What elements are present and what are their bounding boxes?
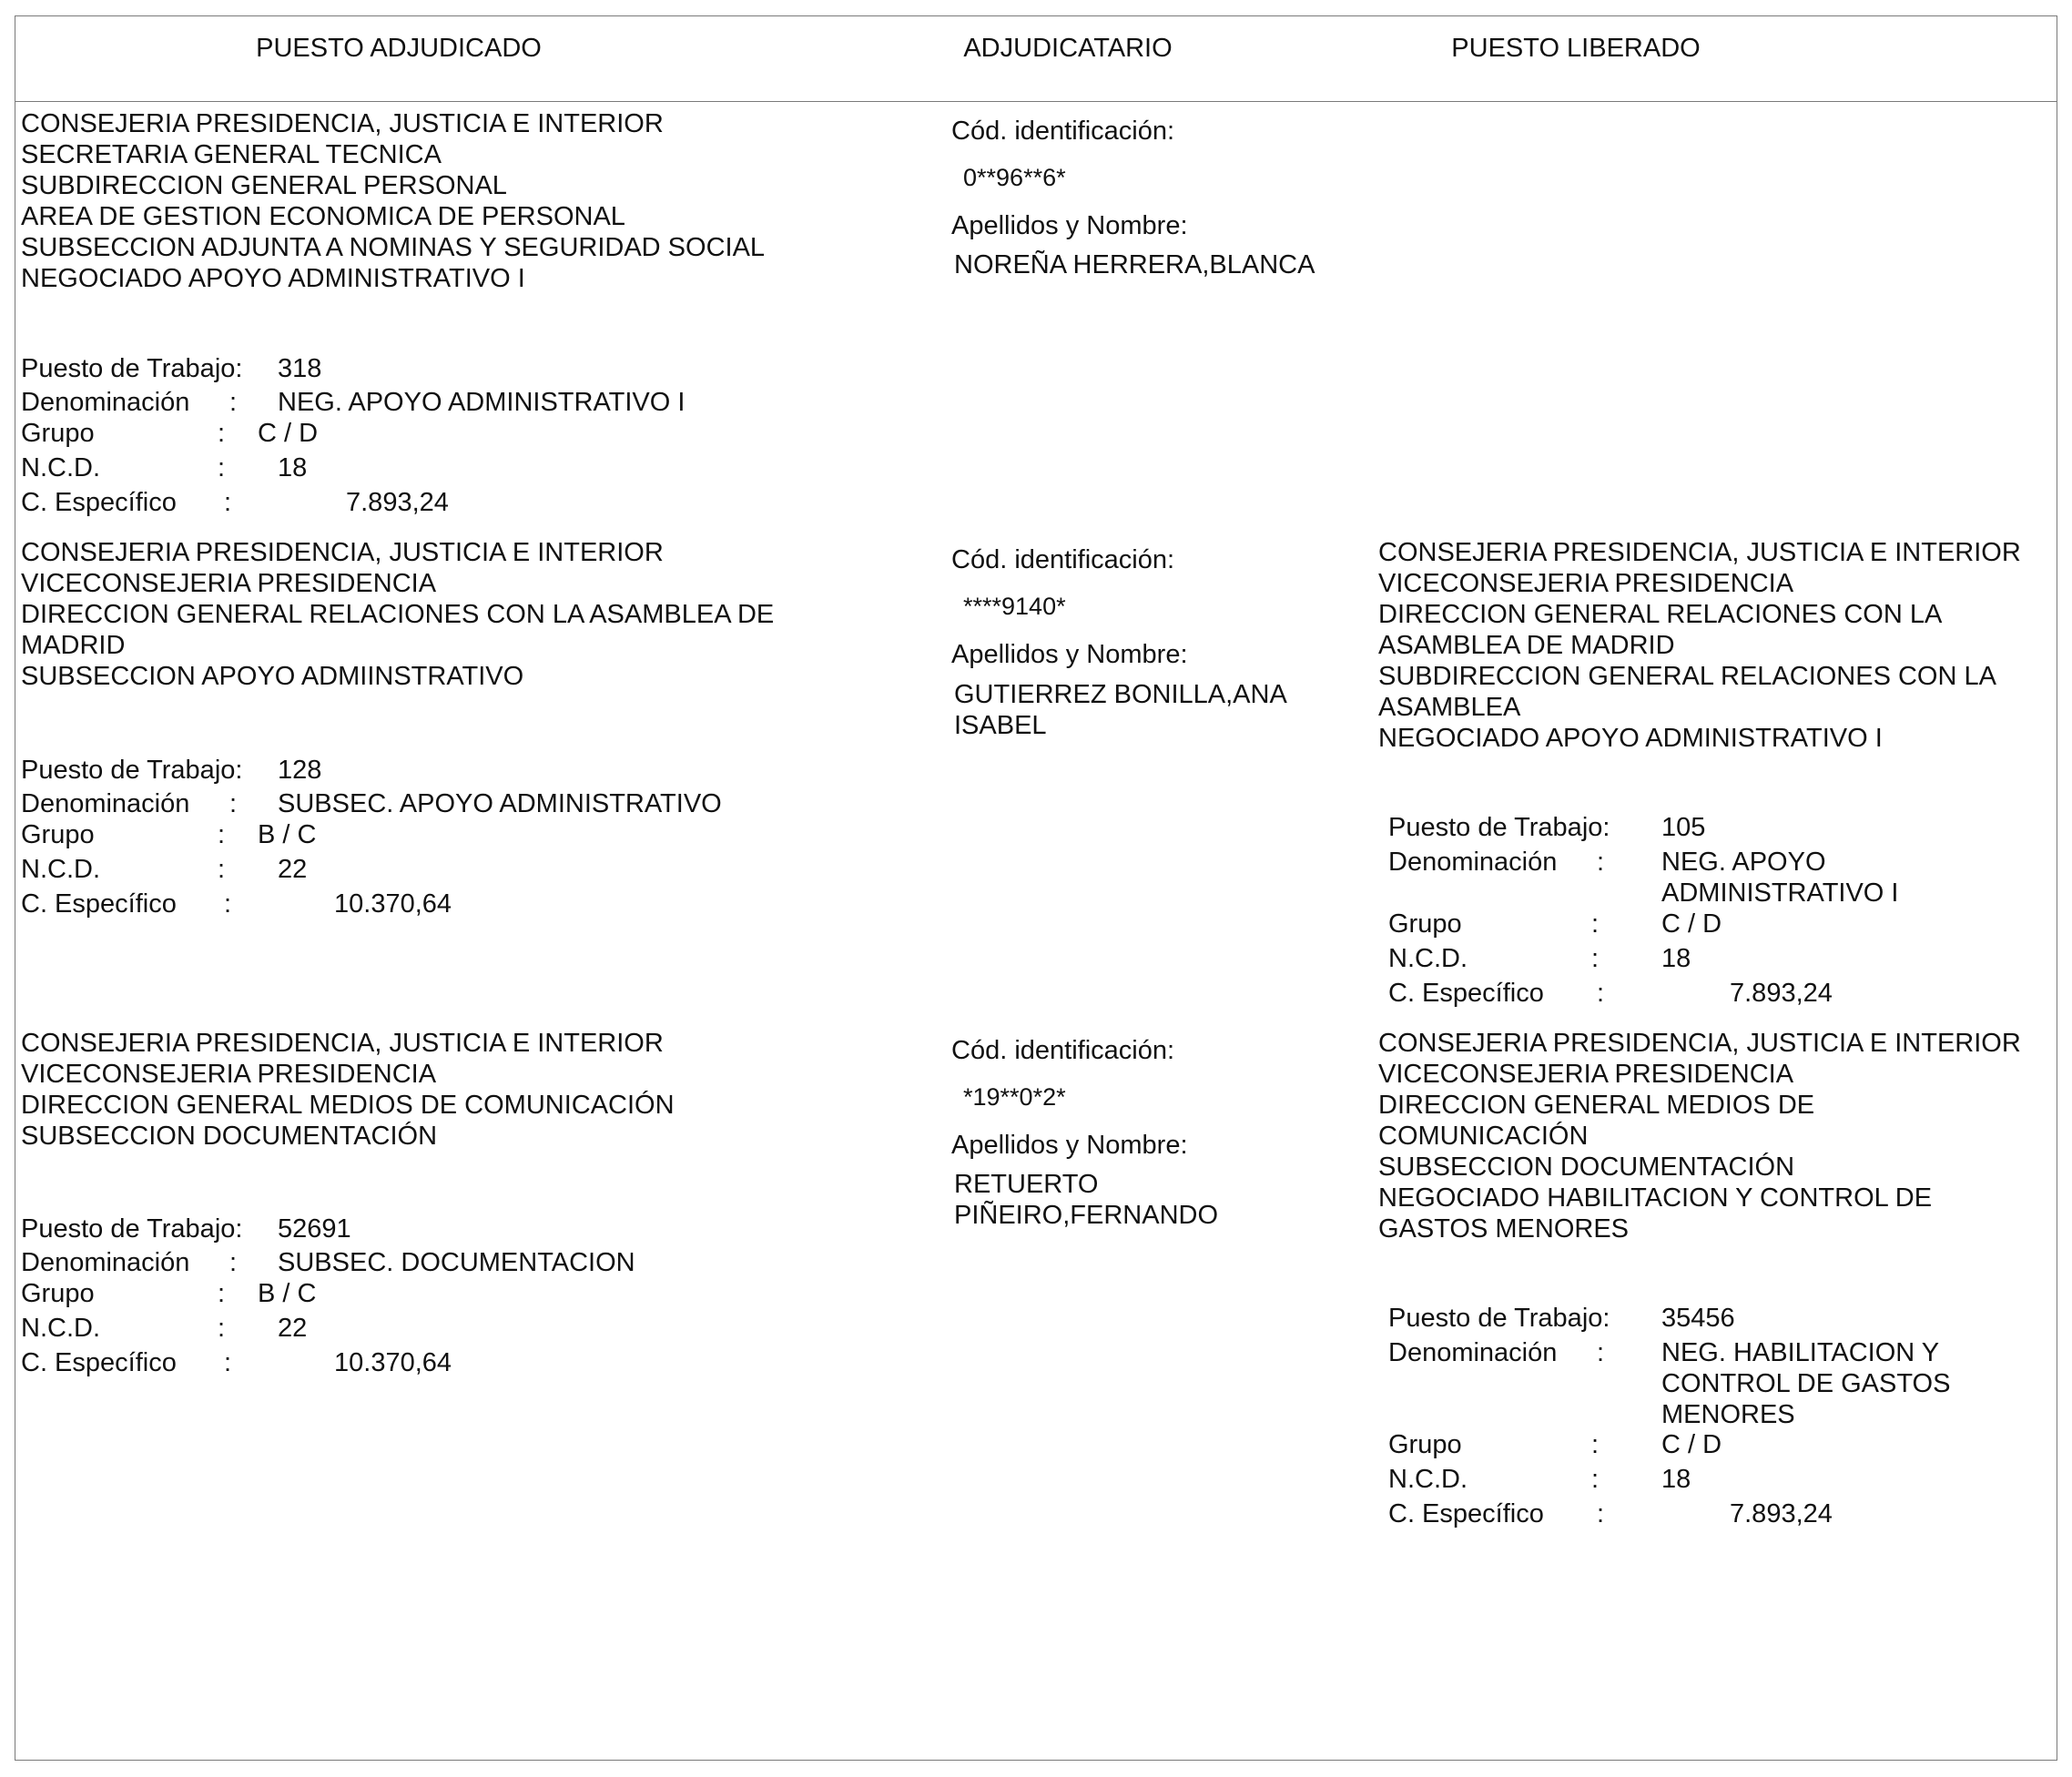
colon: : — [1597, 848, 1605, 877]
org-line: COMUNICACIÓN — [1378, 1122, 1589, 1151]
denominacion-line: NEG. HABILITACION Y — [1661, 1338, 1940, 1367]
value-puesto: 105 — [1661, 813, 1706, 842]
value-nombre — [954, 1169, 1218, 1231]
label-puesto: Puesto de Trabajo: — [21, 1214, 243, 1244]
org-line: NEGOCIADO HABILITACION Y CONTROL DE — [1378, 1183, 1933, 1213]
label-especifico: C. Específico — [21, 488, 177, 517]
label-ncd: N.C.D. — [1388, 1465, 1468, 1494]
row-1-adjudicado-org — [21, 108, 765, 294]
value-cod: ****9140* — [963, 593, 1066, 620]
label-especifico: C. Específico — [1388, 979, 1544, 1008]
colon: : — [218, 1279, 226, 1308]
value-ncd: 22 — [278, 855, 308, 884]
value-puesto: 128 — [278, 756, 322, 785]
label-puesto: Puesto de Trabajo: — [21, 354, 243, 383]
label-ncd: N.C.D. — [21, 1314, 100, 1343]
value-cod: 0**96**6* — [963, 164, 1066, 191]
colon: : — [224, 488, 232, 517]
colon: : — [218, 855, 226, 884]
org-line: AREA DE GESTION ECONOMICA DE PERSONAL — [21, 202, 625, 231]
org-line: SECRETARIA GENERAL TECNICA — [21, 140, 442, 169]
colon: : — [224, 889, 232, 919]
org-line: VICECONSEJERIA PRESIDENCIA — [1378, 569, 1794, 598]
colon: : — [1591, 944, 1600, 973]
label-denominacion: Denominación — [21, 789, 190, 818]
label-ncd: N.C.D. — [21, 855, 100, 884]
value-nombre — [954, 249, 1315, 280]
colon: : — [224, 1348, 232, 1377]
label-especifico: C. Específico — [21, 1348, 177, 1377]
value-cod: *19**0*2* — [963, 1083, 1066, 1111]
org-line: DIRECCION GENERAL MEDIOS DE — [1378, 1091, 1815, 1120]
label-nombre: Apellidos y Nombre: — [951, 1131, 1188, 1160]
org-line: SUBDIRECCION GENERAL PERSONAL — [21, 171, 507, 200]
label-grupo: Grupo — [21, 419, 95, 448]
org-line: CONSEJERIA PRESIDENCIA, JUSTICIA E INTERIOR — [1378, 538, 2021, 567]
colon: : — [1597, 979, 1605, 1008]
value-ncd: 22 — [278, 1314, 308, 1343]
value-denominacion: NEG. APOYO ADMINISTRATIVO I — [278, 388, 686, 417]
label-grupo: Grupo — [1388, 909, 1462, 939]
label-ncd: N.C.D. — [21, 453, 100, 482]
colon: : — [218, 1314, 226, 1343]
name-line: GUTIERREZ BONILLA,ANA — [954, 680, 1287, 709]
org-line: MADRID — [21, 631, 126, 660]
value-grupo: C / D — [1661, 1430, 1722, 1459]
value-grupo: C / D — [1661, 909, 1722, 939]
denominacion-line: ADMINISTRATIVO I — [1661, 878, 1899, 908]
label-especifico: C. Específico — [1388, 1499, 1544, 1528]
colon: : — [1591, 1430, 1600, 1459]
colon: : — [218, 419, 226, 448]
colon: : — [1597, 1338, 1605, 1367]
label-cod: Cód. identificación: — [951, 545, 1175, 574]
label-puesto: Puesto de Trabajo: — [21, 756, 243, 785]
label-ncd: N.C.D. — [1388, 944, 1468, 973]
header-divider — [15, 101, 2057, 102]
header-puesto-adjudicado: PUESTO ADJUDICADO — [256, 34, 542, 63]
org-line: SUBDIRECCION GENERAL RELACIONES CON LA — [1378, 662, 1996, 691]
label-cod: Cód. identificación: — [951, 117, 1175, 146]
colon: : — [218, 820, 226, 849]
header-puesto-liberado: PUESTO LIBERADO — [1451, 34, 1701, 63]
label-nombre: Apellidos y Nombre: — [951, 640, 1188, 669]
denominacion-line: CONTROL DE GASTOS — [1661, 1369, 1951, 1398]
org-line: SUBSECCION APOYO ADMIINSTRATIVO — [21, 662, 524, 691]
label-grupo: Grupo — [21, 820, 95, 849]
org-line: CONSEJERIA PRESIDENCIA, JUSTICIA E INTERIOR — [21, 1029, 664, 1058]
colon: : — [1591, 1465, 1600, 1494]
colon: : — [1597, 1499, 1605, 1528]
label-denominacion: Denominación — [1388, 848, 1558, 877]
org-line: CONSEJERIA PRESIDENCIA, JUSTICIA E INTERIOR — [21, 109, 664, 138]
org-line: ASAMBLEA DE MADRID — [1378, 631, 1675, 660]
org-line: DIRECCION GENERAL RELACIONES CON LA — [1378, 600, 1943, 629]
label-denominacion: Denominación — [21, 1248, 190, 1277]
value-denominacion — [1661, 847, 1898, 909]
label-puesto: Puesto de Trabajo: — [1388, 813, 1610, 842]
colon: : — [218, 453, 226, 482]
org-line: VICECONSEJERIA PRESIDENCIA — [21, 1060, 437, 1089]
org-line: SUBSECCION DOCUMENTACIÓN — [1378, 1153, 1795, 1182]
label-cod: Cód. identificación: — [951, 1036, 1175, 1065]
org-line: GASTOS MENORES — [1378, 1214, 1630, 1244]
row-2-liberado-org — [1378, 537, 2021, 754]
org-line: SUBSECCION ADJUNTA A NOMINAS Y SEGURIDAD SOCIAL — [21, 233, 766, 262]
name-line: RETUERTO — [954, 1170, 1099, 1199]
org-line: DIRECCION GENERAL RELACIONES CON LA ASAMBLEA DE — [21, 600, 775, 629]
org-line: NEGOCIADO APOYO ADMINISTRATIVO I — [21, 264, 525, 293]
row-2-adjudicado-org — [21, 537, 774, 692]
value-grupo: B / C — [258, 820, 317, 849]
value-especifico: 7.893,24 — [1730, 979, 1833, 1008]
value-denominacion: SUBSEC. APOYO ADMINISTRATIVO — [278, 789, 722, 818]
label-especifico: C. Específico — [21, 889, 177, 919]
value-especifico: 10.370,64 — [334, 1348, 452, 1377]
org-line: CONSEJERIA PRESIDENCIA, JUSTICIA E INTERIOR — [21, 538, 664, 567]
label-grupo: Grupo — [1388, 1430, 1462, 1459]
value-especifico: 7.893,24 — [346, 488, 449, 517]
denominacion-line: MENORES — [1661, 1400, 1795, 1429]
header-adjudicatario: ADJUDICATARIO — [963, 34, 1173, 63]
org-line: VICECONSEJERIA PRESIDENCIA — [1378, 1060, 1794, 1089]
label-nombre: Apellidos y Nombre: — [951, 211, 1188, 240]
label-denominacion: Denominación — [21, 388, 190, 417]
value-ncd: 18 — [1661, 1465, 1691, 1494]
value-puesto: 318 — [278, 354, 322, 383]
colon: : — [229, 789, 238, 818]
value-especifico: 7.893,24 — [1730, 1499, 1833, 1528]
colon: : — [229, 388, 238, 417]
label-denominacion: Denominación — [1388, 1338, 1558, 1367]
value-grupo: C / D — [258, 419, 319, 448]
colon: : — [229, 1248, 238, 1277]
value-grupo: B / C — [258, 1279, 317, 1308]
value-especifico: 10.370,64 — [334, 889, 452, 919]
org-line: SUBSECCION DOCUMENTACIÓN — [21, 1122, 438, 1151]
row-3-liberado-org — [1378, 1028, 2021, 1244]
value-denominacion — [1661, 1337, 1950, 1430]
name-line: PIÑEIRO,FERNANDO — [954, 1201, 1219, 1230]
denominacion-line: NEG. APOYO — [1661, 848, 1826, 877]
row-3-adjudicado-org — [21, 1028, 675, 1152]
value-nombre — [954, 679, 1287, 741]
value-ncd: 18 — [278, 453, 308, 482]
label-puesto: Puesto de Trabajo: — [1388, 1304, 1610, 1333]
value-puesto: 52691 — [278, 1214, 351, 1244]
colon: : — [1591, 909, 1600, 939]
org-line: ASAMBLEA — [1378, 693, 1521, 722]
value-puesto: 35456 — [1661, 1304, 1735, 1333]
org-line: CONSEJERIA PRESIDENCIA, JUSTICIA E INTERIOR — [1378, 1029, 2021, 1058]
value-denominacion: SUBSEC. DOCUMENTACION — [278, 1248, 635, 1277]
label-grupo: Grupo — [21, 1279, 95, 1308]
org-line: DIRECCION GENERAL MEDIOS DE COMUNICACIÓN — [21, 1091, 675, 1120]
org-line: NEGOCIADO APOYO ADMINISTRATIVO I — [1378, 724, 1883, 753]
name-line: NOREÑA HERRERA,BLANCA — [954, 250, 1315, 279]
name-line: ISABEL — [954, 711, 1047, 740]
org-line: VICECONSEJERIA PRESIDENCIA — [21, 569, 437, 598]
value-ncd: 18 — [1661, 944, 1691, 973]
